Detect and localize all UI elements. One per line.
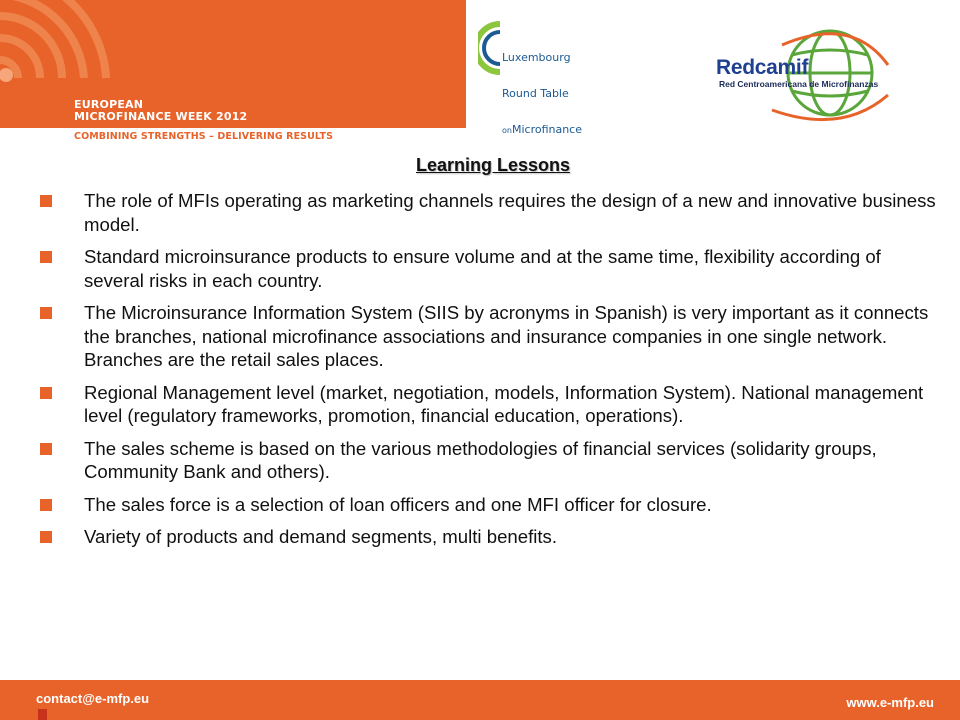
- bullet-list: [40, 189, 940, 558]
- list-item: [40, 301, 940, 372]
- square-bullet-icon: [40, 307, 52, 319]
- bullet-text: Standard microinsurance products to ensure volume and at the same time, flexibility according of several risks in each country.: [84, 246, 881, 291]
- lux-line3-prefix: on: [502, 126, 512, 135]
- bullet-text: Regional Management level (market, negotiation, models, Information System). National management level (regulatory frameworks, promotion, financial education, operations).: [84, 381, 924, 426]
- list-item: [40, 381, 940, 428]
- list-item: [40, 493, 940, 517]
- footer-website[interactable]: www.e-mfp.eu: [846, 695, 934, 710]
- square-bullet-icon: [40, 499, 52, 511]
- footer-accent-mark: [38, 709, 47, 720]
- square-bullet-icon: [40, 443, 52, 455]
- event-title: [74, 99, 247, 123]
- luxembourg-logo-text: [502, 28, 582, 149]
- lux-line3: [502, 124, 582, 137]
- list-item: [40, 525, 940, 549]
- square-bullet-icon: [40, 387, 52, 399]
- square-bullet-icon: [40, 251, 52, 263]
- lux-line3-word: Microfinance: [511, 123, 583, 136]
- square-bullet-icon: [40, 195, 52, 207]
- list-item: [40, 437, 940, 484]
- redcamif-subtitle: Red Centroamericana de Microfinanzas: [719, 79, 879, 89]
- event-title-line1: EUROPEAN: [74, 98, 144, 111]
- header-banner: [0, 0, 466, 128]
- tagline: COMBINING STRENGTHS – DELIVERING RESULTS: [74, 131, 334, 142]
- list-item: [40, 189, 940, 236]
- list-item: [40, 245, 940, 292]
- slide-heading: Learning Lessons: [415, 155, 571, 175]
- footer-bar: [0, 680, 960, 720]
- lux-line2: Round Table: [502, 87, 569, 100]
- bullet-text: Variety of products and demand segments, multi benefits.: [84, 526, 558, 547]
- bullet-text: The Microinsurance Information System (SIIS by acronyms in Spanish) is very important as it connects the branches, national microfinance associations and insurance companies in one single network. Branches are the retail sales places.: [84, 302, 929, 370]
- lux-line1: Luxembourg: [502, 51, 571, 64]
- bullet-text: The sales force is a selection of loan officers and one MFI officer for closure.: [84, 493, 712, 515]
- bullet-text: The role of MFIs operating as marketing channels requires the design of a new and innovative business model.: [84, 190, 936, 235]
- redcamif-name: Redcamif: [716, 56, 809, 79]
- square-bullet-icon: [40, 531, 52, 543]
- bullet-text: The sales scheme is based on the various methodologies of financial services (solidarity groups, Community Bank and others).: [84, 437, 877, 482]
- footer-email[interactable]: contact@e-mfp.eu: [36, 691, 150, 706]
- event-title-line2: MICROFINANCE WEEK 2012: [74, 110, 248, 123]
